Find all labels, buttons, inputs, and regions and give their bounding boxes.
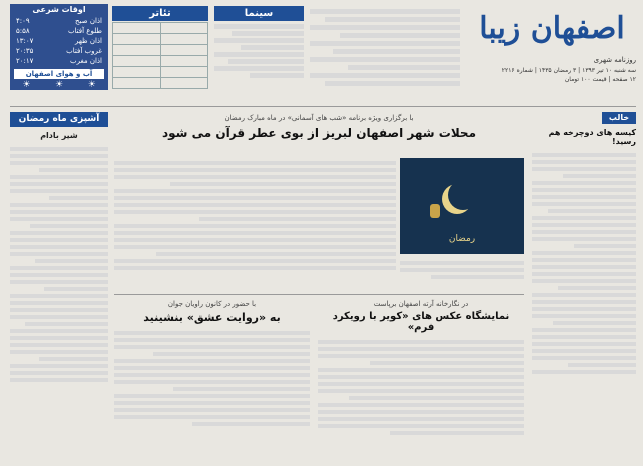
main-article-headline: محلات شهر اصفهان لبریز از بوی عطر قرآن می شود — [161, 126, 477, 140]
cooking-title: آشپزی ماه رمضان — [10, 112, 108, 127]
masthead-date: سه شنبه ۱۰ تیر ۱۳۹۳ | ۳ رمضان ۱۴۳۵ | شماره ۲۲۱۶ — [501, 67, 636, 74]
theater-cell — [113, 23, 161, 34]
lantern-icon — [430, 204, 440, 218]
right-column-title: کیسه های دوچرخه هم رسید! — [548, 128, 636, 146]
theater-cell — [160, 78, 208, 89]
cooking-column — [10, 112, 108, 458]
theater-cell — [160, 56, 208, 67]
crescent-moon-icon — [448, 180, 478, 210]
prayer-row: طلوع آفتاب ۵:۵۸ — [16, 27, 102, 35]
theater-cell — [160, 23, 208, 34]
theater-cell — [113, 45, 161, 56]
cinema-listing — [214, 22, 304, 106]
prayer-row: اذان مغرب ۲۰:۱۷ — [16, 57, 102, 65]
prayer-times-title: اوقات شرعی — [32, 5, 86, 14]
theater-cell — [160, 45, 208, 56]
masthead-logo: اصفهان زیبا — [479, 11, 625, 46]
prayer-times-list — [10, 16, 108, 66]
prayer-times-box — [10, 4, 108, 90]
theater-cell — [113, 34, 161, 45]
right-column-body — [532, 150, 636, 460]
divider — [114, 294, 524, 295]
main-article-body-right — [400, 258, 524, 290]
prayer-row: اذان ظهر ۱۳:۰۷ — [16, 37, 102, 45]
masthead-info — [310, 6, 460, 102]
divider — [10, 106, 636, 107]
cinema-title: سینما — [214, 6, 304, 21]
lower-left-body — [114, 328, 310, 448]
lower-right-kicker: در نگارخانه آرته اصفهان برپاست — [373, 300, 469, 308]
masthead-subtitle: روزنامه شهری — [593, 56, 636, 64]
cooking-subtitle: شیر بادام — [40, 131, 78, 140]
image-caption: رمضان — [448, 234, 476, 244]
right-column-label: خالب — [602, 112, 636, 124]
lower-left-kicker: با حضور در کانون راویان جوان — [167, 300, 257, 308]
theater-cell — [160, 34, 208, 45]
lower-right-body — [318, 337, 524, 457]
prayer-row: غروب آفتاب ۲۰:۳۵ — [16, 47, 102, 55]
weather-title: آب و هوای اصفهان — [14, 69, 104, 79]
main-article-image — [400, 158, 524, 254]
theater-cell — [113, 56, 161, 67]
right-column — [532, 112, 636, 458]
lower-left-article — [114, 300, 310, 458]
theater-cell — [113, 78, 161, 89]
theater-title: تئاتر — [112, 6, 208, 21]
main-article-kicker: با برگزاری ویژه برنامه «شب های آسمانی» در ماه مبارک رمضان — [224, 114, 414, 122]
theater-table — [112, 22, 208, 89]
main-article-body — [114, 158, 396, 290]
lower-left-headline: به «روایت عشق» بنشینید — [143, 311, 281, 324]
main-article-header — [114, 114, 524, 154]
theater-cell — [113, 67, 161, 78]
prayer-row: اذان صبح ۴:۰۹ — [16, 17, 102, 25]
sun-icon: ☀ — [22, 80, 31, 90]
sun-icon: ☀ — [87, 80, 96, 90]
masthead-price: ۱۲ صفحه | قیمت ۱۰۰ تومان — [564, 76, 636, 83]
lower-right-headline: نمایشگاه عکس های «کویر با رویکرد فرم» — [332, 311, 510, 333]
cooking-body — [10, 144, 108, 444]
masthead — [468, 4, 636, 102]
sun-icon: ☀ — [54, 80, 64, 90]
lower-right-article — [318, 300, 524, 458]
theater-cell — [160, 67, 208, 78]
weather-icons — [10, 80, 108, 90]
